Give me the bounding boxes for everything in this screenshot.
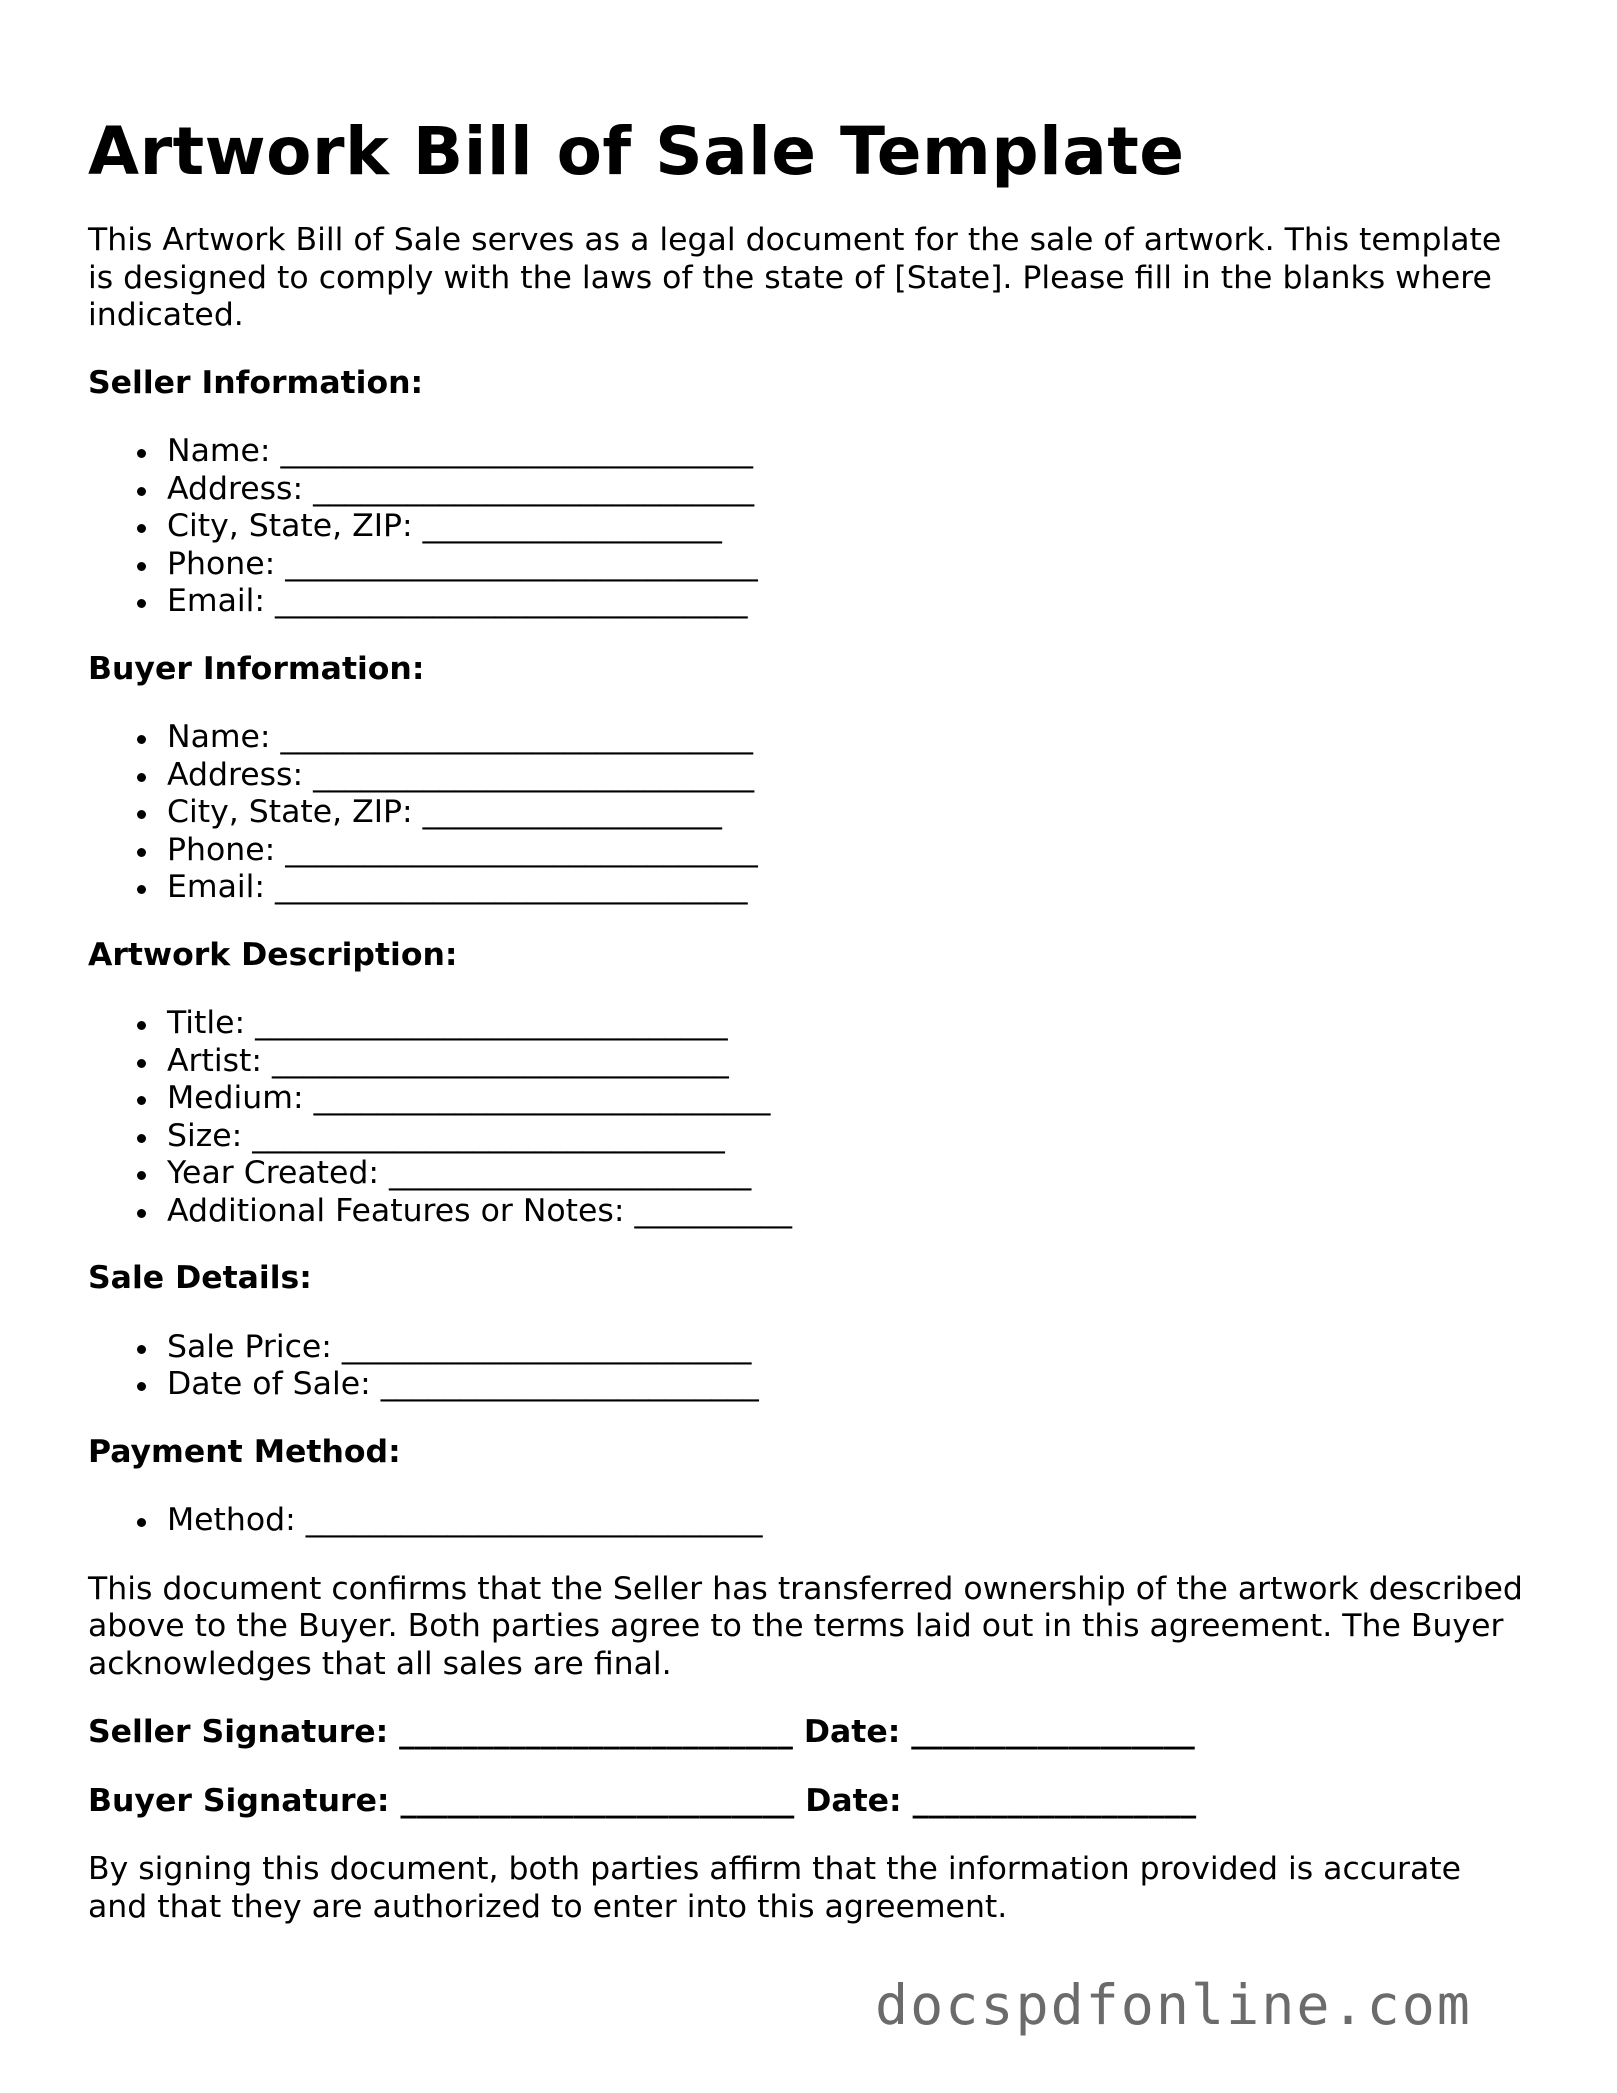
intro-paragraph: This Artwork Bill of Sale serves as a legal document for the sale of artwork. This template is designed to comply with the laws of the state of [State]. Please fill in the blanks where indicated.: [88, 222, 1502, 333]
artwork-medium-field: Medium: _____________________________: [167, 1080, 1528, 1118]
buyer-fields-list: [88, 719, 1528, 907]
artwork-notes-field: Additional Features or Notes: __________: [167, 1193, 1528, 1231]
closing-paragraph: This document confirms that the Seller has transferred ownership of the artwork described above to the Buyer. Both parties agree to the terms laid out in this agreement. The Buyer acknowledges that all sales are final.: [88, 1570, 1523, 1682]
buyer-email-field: Email: ______________________________: [167, 869, 1528, 907]
seller-fields-list: [88, 433, 1528, 621]
artwork-artist-field: Artist: _____________________________: [167, 1043, 1528, 1081]
buyer-signature-line: [88, 1783, 1528, 1821]
page-title: Artwork Bill of Sale Template: [88, 113, 1185, 190]
sale-section-heading: Sale Details:: [88, 1260, 312, 1296]
buyer-name-field: Name: ______________________________: [167, 719, 1528, 757]
buyer-signature-text: Buyer Signature: _________________________ Date: __________________: [88, 1782, 1197, 1819]
payment-method-field: Method: _____________________________: [167, 1502, 1528, 1540]
artwork-section-heading: Artwork Description:: [88, 936, 458, 973]
sale-fields-list: [88, 1329, 1528, 1404]
seller-phone-field: Phone: ______________________________: [167, 546, 1528, 584]
seller-signature-text: Seller Signature: _________________________ Date: __________________: [88, 1714, 1195, 1750]
artwork-fields-list: [88, 1005, 1528, 1230]
buyer-section-heading: Buyer Information:: [88, 650, 425, 687]
seller-email-field: Email: ______________________________: [167, 583, 1528, 621]
seller-signature-line: [88, 1714, 1528, 1752]
seller-section-heading: Seller Information:: [88, 364, 424, 401]
document-page: [88, 112, 1528, 1926]
buyer-phone-field: Phone: ______________________________: [167, 832, 1528, 870]
buyer-address-field: Address: ____________________________: [167, 757, 1528, 795]
payment-fields-list: [88, 1502, 1528, 1540]
sale-date-field: Date of Sale: ________________________: [167, 1366, 1528, 1404]
artwork-size-field: Size: ______________________________: [167, 1118, 1528, 1156]
buyer-city-state-zip-field: City, State, ZIP: ___________________: [167, 794, 1528, 832]
watermark-text: docspdfonline.com: [875, 1973, 1472, 2037]
seller-name-field: Name: ______________________________: [167, 433, 1528, 471]
affirmation-paragraph: By signing this document, both parties affirm that the information provided is accurate and that they are authorized to enter into this agreement.: [88, 1851, 1462, 1925]
seller-address-field: Address: ____________________________: [167, 471, 1528, 509]
seller-city-state-zip-field: City, State, ZIP: ___________________: [167, 508, 1528, 546]
artwork-title-field: Title: ______________________________: [167, 1005, 1528, 1043]
artwork-year-field: Year Created: _______________________: [167, 1155, 1528, 1193]
payment-section-heading: Payment Method:: [88, 1433, 401, 1470]
sale-price-field: Sale Price: __________________________: [167, 1329, 1528, 1367]
